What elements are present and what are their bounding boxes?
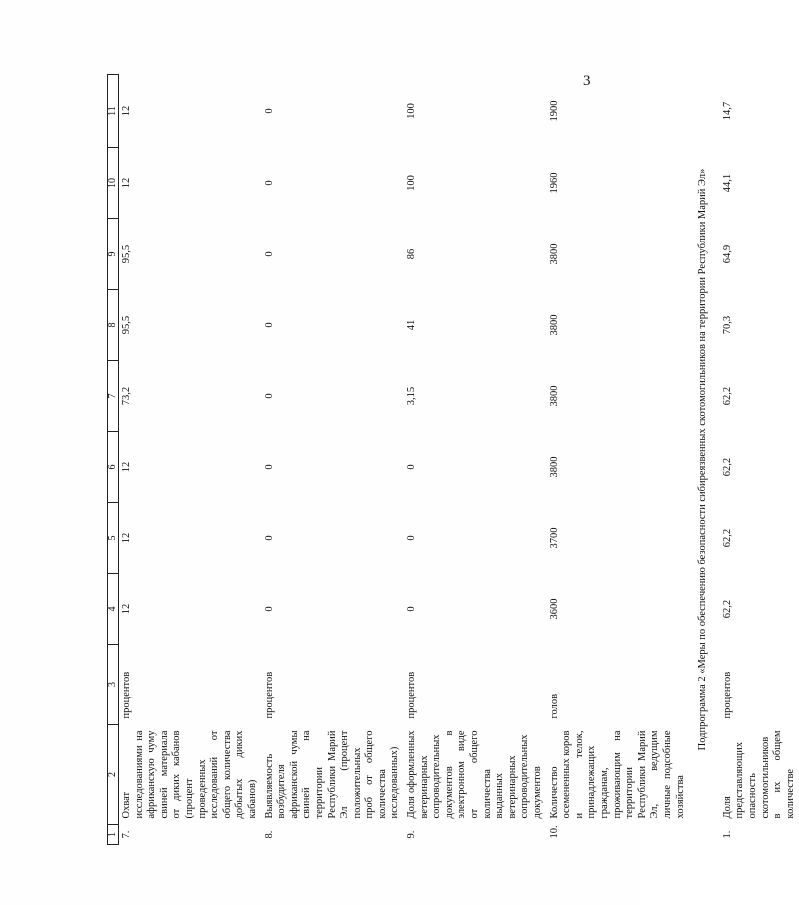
column-number: 10 — [108, 148, 119, 219]
value-cell: 73,2 — [121, 386, 132, 406]
value-cell: 3700 — [548, 527, 560, 549]
page-number: 3 — [583, 73, 591, 89]
unit-cell: процентов — [406, 671, 418, 719]
value-cell: 86 — [406, 248, 418, 260]
value-cell: 70,3 — [721, 315, 733, 335]
value-cell: 95,5 — [121, 244, 132, 264]
value-cell: 3800 — [548, 385, 560, 407]
value-cell: 3600 — [548, 598, 560, 620]
value-cell: 0 — [406, 606, 418, 612]
table-row — [404, 75, 547, 845]
column-number: 5 — [108, 503, 119, 574]
value-cell: 62,2 — [721, 528, 733, 548]
indicator-name: Количество осемененных коров и телок, принадлежащих гражданам, проживающим на территории Республики Марий Эл, ведущим личные подсобные хозяйства — [548, 730, 686, 819]
indicator-table — [107, 74, 799, 845]
unit-cell: процентов — [121, 671, 132, 719]
indicator-name: Доля оформленных ветеринарных сопроводительных документов в электронном виде от общего количества выданных ветеринарных сопроводительных документов — [406, 730, 543, 819]
column-number: 11 — [108, 75, 119, 148]
value-cell: 0 — [263, 108, 275, 114]
row-number: 10. — [548, 825, 560, 839]
column-number: 4 — [108, 574, 119, 645]
value-cell: 3800 — [548, 243, 560, 265]
column-number: 6 — [108, 432, 119, 503]
value-cell: 62,2 — [721, 386, 733, 406]
value-cell: 12 — [121, 177, 132, 189]
value-cell: 64,9 — [721, 244, 733, 264]
value-cell: 100 — [406, 175, 418, 191]
row-number: 7. — [121, 830, 132, 839]
row-number: 9. — [406, 830, 418, 839]
subprogram-row — [689, 75, 720, 845]
row-number: 1. — [721, 830, 733, 839]
table-row — [262, 75, 405, 845]
column-number: 1 — [108, 825, 119, 845]
unit-cell: процентов — [263, 671, 275, 719]
value-cell: 3800 — [548, 314, 560, 336]
value-cell: 62,2 — [721, 599, 733, 619]
rotated-table-frame — [107, 75, 796, 845]
column-number-row — [108, 75, 119, 845]
column-number: 8 — [108, 290, 119, 361]
value-cell: 3800 — [548, 456, 560, 478]
value-cell: 12 — [121, 461, 132, 473]
value-cell: 3,15 — [406, 386, 418, 406]
table-row — [547, 75, 690, 845]
value-cell: 62,2 — [721, 457, 733, 477]
value-cell: 0 — [406, 464, 418, 470]
value-cell: 1900 — [548, 100, 560, 122]
value-cell: 0 — [263, 322, 275, 328]
value-cell: 44,1 — [721, 173, 733, 193]
value-cell: 95,5 — [121, 315, 132, 335]
indicator-name: Выявляемость возбудителя африканской чумы свиней на территории Республики Марий Эл (процент положительных проб от общего количества исследованных) — [263, 730, 401, 819]
value-cell: 1960 — [548, 172, 560, 194]
column-number: 3 — [108, 645, 119, 725]
value-cell: 100 — [406, 103, 418, 119]
value-cell: 0 — [263, 180, 275, 186]
value-cell: 12 — [121, 105, 132, 117]
value-cell: 0 — [406, 535, 418, 541]
value-cell: 0 — [263, 251, 275, 257]
column-number: 2 — [108, 725, 119, 825]
value-cell: 12 — [121, 532, 132, 544]
table-row — [720, 75, 799, 845]
row-number: 8. — [263, 830, 275, 839]
subprogram-title: Подпрограмма 2 «Меры по обеспечению безопасности сибиреязвенных скотомогильников на территории Республики Марий Эл» — [697, 168, 709, 751]
value-cell: 0 — [263, 464, 275, 470]
value-cell: 12 — [121, 603, 132, 615]
value-cell: 14,7 — [721, 101, 733, 121]
unit-cell: процентов — [721, 671, 733, 719]
unit-cell: голов — [548, 693, 560, 719]
value-cell: 0 — [263, 535, 275, 541]
indicator-name: Доля представляющих опасность скотомогильников в их общем количестве — [721, 730, 796, 819]
indicator-name: Охват исследованиями на африканскую чуму свиней материала от диких кабанов (процент проведенных исследований от общего количества добытых диких кабанов) — [121, 730, 258, 819]
column-number: 9 — [108, 219, 119, 290]
value-cell: 0 — [263, 606, 275, 612]
table-row — [119, 75, 262, 845]
value-cell: 41 — [406, 319, 418, 331]
value-cell: 0 — [263, 393, 275, 399]
column-number: 7 — [108, 361, 119, 432]
